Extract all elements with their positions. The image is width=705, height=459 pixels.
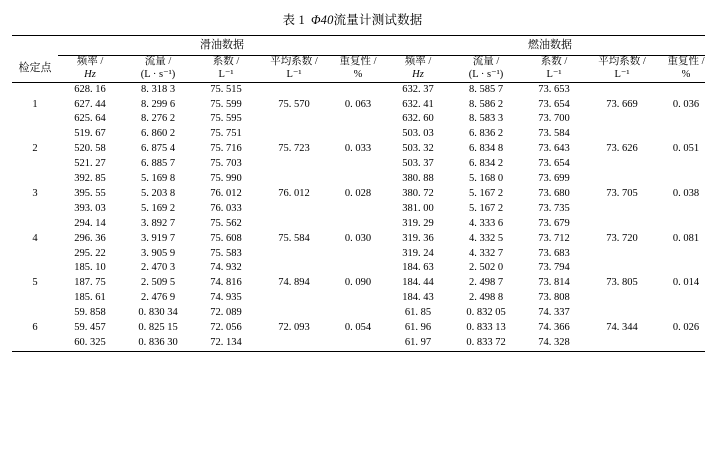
oil-flow-4-value: 3. 919 7	[140, 232, 176, 244]
fuel-coef-6-value: 74. 337	[538, 307, 570, 319]
col-header-oil-avg-l2: L⁻¹	[286, 68, 302, 80]
fuel-flow-5	[450, 261, 522, 306]
oil-freq-5	[58, 261, 122, 306]
row-point-5: 5	[32, 277, 38, 289]
oil-coef-6-value: 72. 089	[210, 307, 242, 319]
oil-rep-2: 0. 033	[344, 143, 372, 155]
oil-flow-2-value: 6. 875 4	[140, 143, 176, 155]
fuel-rep-6: 0. 026	[658, 306, 705, 351]
oil-freq-4-value: 294. 14	[74, 217, 106, 229]
caption-symbol: Φ40	[310, 13, 334, 27]
group-header-fuel: 燃油数据	[386, 36, 705, 56]
fuel-coef-3-value: 73. 680	[538, 187, 570, 199]
oil-freq-2-value: 519. 67	[74, 128, 106, 140]
fuel-coef-6-value: 74. 366	[538, 322, 570, 334]
col-header-fuel-freq	[386, 56, 450, 83]
oil-flow-5-value: 2. 509 5	[140, 277, 176, 289]
oil-freq-3	[58, 172, 122, 217]
col-header-oil-freq	[58, 56, 122, 83]
fuel-coef-3-value: 73. 735	[538, 202, 570, 214]
oil-flow-6-value: 0. 836 30	[138, 337, 178, 348]
oil-freq-1-value: 625. 64	[74, 113, 106, 125]
oil-freq-2	[58, 127, 122, 172]
fuel-coef-4-value: 73. 679	[538, 217, 570, 229]
oil-avg-3: 76. 012	[278, 187, 310, 199]
fuel-freq-3	[386, 172, 450, 217]
fuel-coef-2-value: 73. 643	[538, 143, 570, 155]
col-header-oil-flow-l1: 流量 /	[144, 56, 172, 67]
col-header-fuel-flow-l1: 流量 /	[472, 56, 500, 67]
fuel-coef-4-value: 73. 712	[538, 232, 570, 244]
fuel-avg-5: 73. 805	[606, 277, 638, 289]
group-header-oil: 滑油数据	[58, 36, 386, 56]
oil-flow-1	[122, 82, 194, 127]
col-header-fuel-rep	[658, 56, 705, 83]
oil-coef-3-value: 76. 012	[210, 187, 242, 199]
oil-rep-6: 0. 054	[330, 306, 386, 351]
oil-avg-6: 72. 093	[258, 306, 330, 351]
fuel-coef-5	[522, 261, 586, 306]
table-row	[12, 217, 705, 262]
oil-coef-1-value: 75. 599	[210, 98, 242, 110]
fuel-coef-4	[522, 217, 586, 262]
col-header-fuel-flow-l2: (L · s⁻¹)	[468, 68, 504, 80]
table-row	[12, 261, 705, 306]
oil-coef-4-value: 75. 562	[210, 217, 242, 229]
oil-avg-1: 75. 570	[278, 98, 310, 110]
column-header-row	[12, 56, 705, 83]
col-header-oil-freq-l1: 频率 /	[76, 56, 104, 67]
fuel-freq-4-value: 319. 24	[402, 247, 434, 259]
row-point-6: 6	[12, 306, 58, 351]
oil-coef-3-value: 75. 990	[210, 173, 242, 185]
oil-freq-1-value: 627. 44	[74, 98, 106, 110]
fuel-freq-5-value: 184. 44	[402, 277, 434, 289]
fuel-coef-6-value: 74. 328	[538, 337, 570, 348]
fuel-flow-3-value: 5. 168 0	[468, 173, 504, 185]
caption-text: 流量计测试数据	[333, 13, 423, 27]
oil-freq-6-value: 59. 858	[74, 307, 106, 319]
oil-flow-2-value: 6. 860 2	[140, 128, 176, 140]
fuel-coef-1-value: 73. 700	[538, 113, 570, 125]
fuel-freq-1-value: 632. 60	[402, 113, 434, 125]
oil-avg-4: 75. 584	[278, 232, 310, 244]
fuel-coef-1	[522, 82, 586, 127]
col-header-point	[12, 56, 58, 83]
fuel-freq-4	[386, 217, 450, 262]
table-header	[12, 36, 705, 83]
col-header-fuel-coef	[522, 56, 586, 83]
col-header-fuel-freq-l2: Hz	[412, 68, 424, 80]
oil-flow-1-value: 8. 276 2	[140, 113, 176, 125]
row-point-3: 3	[32, 187, 38, 199]
fuel-freq-4-value: 319. 29	[402, 217, 434, 229]
oil-coef-1-value: 75. 515	[210, 83, 242, 95]
col-header-oil-flow-l2: (L · s⁻¹)	[140, 68, 176, 80]
oil-coef-5-value: 74. 932	[210, 262, 242, 274]
col-header-fuel-flow	[450, 56, 522, 83]
oil-flow-3-value: 5. 169 8	[140, 173, 176, 185]
col-header-oil-rep	[330, 56, 386, 83]
fuel-flow-1-value: 8. 583 3	[468, 113, 504, 125]
fuel-freq-1-value: 632. 37	[402, 83, 434, 95]
fuel-rep-4: 0. 081	[672, 232, 700, 244]
oil-flow-4	[122, 217, 194, 262]
oil-freq-6	[58, 306, 122, 351]
oil-rep-5: 0. 090	[344, 277, 372, 289]
table-caption	[12, 10, 693, 28]
fuel-freq-3-value: 381. 00	[402, 202, 434, 214]
fuel-flow-2-value: 6. 836 2	[468, 128, 504, 140]
oil-coef-1-value: 75. 595	[210, 113, 242, 125]
fuel-flow-2	[450, 127, 522, 172]
fuel-freq-6-value: 61. 85	[404, 307, 432, 319]
fuel-avg-1: 73. 669	[606, 98, 638, 110]
col-header-oil-coef-l1: 系数 /	[212, 56, 240, 67]
fuel-coef-5-value: 73. 814	[538, 277, 570, 289]
col-header-oil-coef	[194, 56, 258, 83]
fuel-avg-3: 73. 705	[606, 187, 638, 199]
oil-avg-2: 75. 723	[278, 143, 310, 155]
group-header-row	[12, 36, 705, 56]
oil-freq-4-value: 296. 36	[74, 232, 106, 244]
fuel-rep-1: 0. 036	[672, 98, 700, 110]
fuel-flow-5-value: 2. 502 0	[468, 262, 504, 274]
col-header-oil-avg-l1: 平均系数 /	[270, 56, 318, 67]
oil-flow-2	[122, 127, 194, 172]
oil-flow-3-value: 5. 203 8	[140, 187, 176, 199]
table-row	[12, 172, 705, 217]
fuel-flow-2-value: 6. 834 2	[468, 158, 504, 170]
fuel-coef-1-value: 73. 653	[538, 83, 570, 95]
oil-coef-5-value: 74. 935	[210, 292, 242, 304]
oil-coef-2-value: 75. 716	[210, 143, 242, 155]
oil-freq-3-value: 392. 85	[74, 173, 106, 185]
col-header-fuel-avg-l1: 平均系数 /	[598, 56, 646, 67]
oil-coef-2-value: 75. 703	[210, 158, 242, 170]
fuel-freq-4-value: 319. 36	[402, 232, 434, 244]
table-row	[12, 306, 705, 351]
col-header-fuel-freq-l1: 频率 /	[404, 56, 432, 67]
fuel-flow-4-value: 4. 333 6	[468, 217, 504, 229]
fuel-freq-2-value: 503. 37	[402, 158, 434, 170]
fuel-coef-2-value: 73. 584	[538, 128, 570, 140]
fuel-freq-3-value: 380. 72	[402, 187, 434, 199]
fuel-freq-1-value: 632. 41	[402, 98, 434, 110]
fuel-flow-5-value: 2. 498 7	[468, 277, 504, 289]
fuel-freq-5-value: 184. 63	[402, 262, 434, 274]
fuel-coef-3	[522, 172, 586, 217]
oil-freq-5-value: 185. 10	[74, 262, 106, 274]
oil-rep-4: 0. 030	[344, 232, 372, 244]
fuel-freq-5-value: 184. 43	[402, 292, 434, 304]
oil-flow-3	[122, 172, 194, 217]
fuel-flow-1	[450, 82, 522, 127]
fuel-freq-2-value: 503. 03	[402, 128, 434, 140]
fuel-coef-2	[522, 127, 586, 172]
fuel-freq-6-value: 61. 96	[404, 322, 432, 334]
oil-flow-2-value: 6. 885 7	[140, 158, 176, 170]
col-header-oil-freq-l2: Hz	[84, 68, 96, 80]
fuel-rep-5: 0. 014	[672, 277, 700, 289]
fuel-coef-6	[522, 306, 586, 351]
fuel-flow-5-value: 2. 498 8	[468, 292, 504, 304]
fuel-flow-4-value: 4. 332 5	[468, 232, 504, 244]
fuel-avg-6: 74. 344	[586, 306, 658, 351]
oil-flow-4-value: 3. 905 9	[140, 247, 176, 259]
col-header-fuel-avg	[586, 56, 658, 83]
fuel-flow-6-value: 0. 833 13	[466, 322, 506, 334]
fuel-flow-3-value: 5. 167 2	[468, 202, 504, 214]
fuel-coef-5-value: 73. 794	[538, 262, 570, 274]
oil-coef-4-value: 75. 608	[210, 232, 242, 244]
fuel-flow-2-value: 6. 834 8	[468, 143, 504, 155]
oil-flow-6-value: 0. 830 34	[138, 307, 178, 319]
oil-freq-3-value: 395. 55	[74, 187, 106, 199]
oil-coef-1	[194, 82, 258, 127]
oil-freq-2-value: 521. 27	[74, 158, 106, 170]
oil-flow-5-value: 2. 470 3	[140, 262, 176, 274]
table-body	[12, 82, 705, 351]
oil-coef-2	[194, 127, 258, 172]
oil-flow-6-value: 0. 825 15	[138, 322, 178, 334]
oil-coef-6-value: 72. 056	[210, 322, 242, 334]
oil-coef-4	[194, 217, 258, 262]
fuel-freq-1	[386, 82, 450, 127]
col-header-oil-avg	[258, 56, 330, 83]
col-header-oil-rep-l1: 重复性 /	[339, 56, 377, 67]
oil-freq-5-value: 187. 75	[74, 277, 106, 289]
fuel-coef-1-value: 73. 654	[538, 98, 570, 110]
oil-flow-1-value: 8. 299 6	[140, 98, 176, 110]
fuel-flow-4	[450, 217, 522, 262]
oil-coef-2-value: 75. 751	[210, 128, 242, 140]
fuel-flow-6-value: 0. 832 05	[466, 307, 506, 319]
fuel-coef-5-value: 73. 808	[538, 292, 570, 304]
oil-freq-2-value: 520. 58	[74, 143, 106, 155]
table-row	[12, 127, 705, 172]
oil-freq-1	[58, 82, 122, 127]
fuel-coef-3-value: 73. 699	[538, 173, 570, 185]
oil-flow-6	[122, 306, 194, 351]
fuel-flow-1-value: 8. 586 2	[468, 98, 504, 110]
fuel-avg-2: 73. 626	[606, 143, 638, 155]
measurement-table	[12, 35, 705, 352]
col-header-fuel-coef-l2: L⁻¹	[546, 68, 562, 80]
fuel-coef-2-value: 73. 654	[538, 158, 570, 170]
oil-freq-5-value: 185. 61	[74, 292, 106, 304]
col-header-fuel-rep-l2: %	[681, 68, 691, 80]
oil-flow-5-value: 2. 476 9	[140, 292, 176, 304]
row-point-2: 2	[32, 143, 38, 155]
col-header-fuel-avg-l2: L⁻¹	[614, 68, 630, 80]
col-header-oil-rep-l2: %	[353, 68, 363, 80]
col-header-point-label: 检定点	[18, 61, 52, 74]
oil-coef-6	[194, 306, 258, 351]
row-point-4: 4	[32, 232, 38, 244]
fuel-flow-6	[450, 306, 522, 351]
oil-freq-6-value: 59. 457	[74, 322, 106, 334]
fuel-freq-2-value: 503. 32	[402, 143, 434, 155]
fuel-freq-3-value: 380. 88	[402, 173, 434, 185]
oil-freq-4-value: 295. 22	[74, 247, 106, 259]
oil-avg-5: 74. 894	[278, 277, 310, 289]
row-point-1: 1	[32, 98, 38, 110]
oil-flow-1-value: 8. 318 3	[140, 83, 176, 95]
fuel-freq-6	[386, 306, 450, 351]
col-header-oil-coef-l2: L⁻¹	[218, 68, 234, 80]
table-row	[12, 82, 705, 127]
oil-coef-6-value: 72. 134	[210, 337, 242, 348]
oil-flow-5	[122, 261, 194, 306]
oil-freq-3-value: 393. 03	[74, 202, 106, 214]
fuel-avg-4: 73. 720	[606, 232, 638, 244]
oil-flow-4-value: 3. 892 7	[140, 217, 176, 229]
oil-freq-6-value: 60. 325	[74, 337, 106, 348]
fuel-flow-3-value: 5. 167 2	[468, 187, 504, 199]
oil-rep-3: 0. 028	[344, 187, 372, 199]
fuel-flow-1-value: 8. 585 7	[468, 83, 504, 95]
fuel-freq-5	[386, 261, 450, 306]
fuel-freq-6-value: 61. 97	[404, 337, 432, 348]
oil-coef-3	[194, 172, 258, 217]
oil-coef-4-value: 75. 583	[210, 247, 242, 259]
group-header-spacer	[12, 36, 58, 56]
oil-coef-3-value: 76. 033	[210, 202, 242, 214]
fuel-flow-6-value: 0. 833 72	[466, 337, 506, 348]
fuel-flow-4-value: 4. 332 7	[468, 247, 504, 259]
fuel-rep-2: 0. 051	[672, 143, 700, 155]
oil-freq-4	[58, 217, 122, 262]
oil-rep-1: 0. 063	[344, 98, 372, 110]
oil-freq-1-value: 628. 16	[74, 83, 106, 95]
oil-coef-5	[194, 261, 258, 306]
fuel-freq-2	[386, 127, 450, 172]
fuel-rep-3: 0. 038	[672, 187, 700, 199]
col-header-fuel-coef-l1: 系数 /	[540, 56, 568, 67]
fuel-flow-3	[450, 172, 522, 217]
fuel-coef-4-value: 73. 683	[538, 247, 570, 259]
col-header-fuel-rep-l1: 重复性 /	[667, 56, 705, 67]
oil-coef-5-value: 74. 816	[210, 277, 242, 289]
col-header-oil-flow	[122, 56, 194, 83]
oil-flow-3-value: 5. 169 2	[140, 202, 176, 214]
caption-label: 表 1	[282, 13, 305, 27]
